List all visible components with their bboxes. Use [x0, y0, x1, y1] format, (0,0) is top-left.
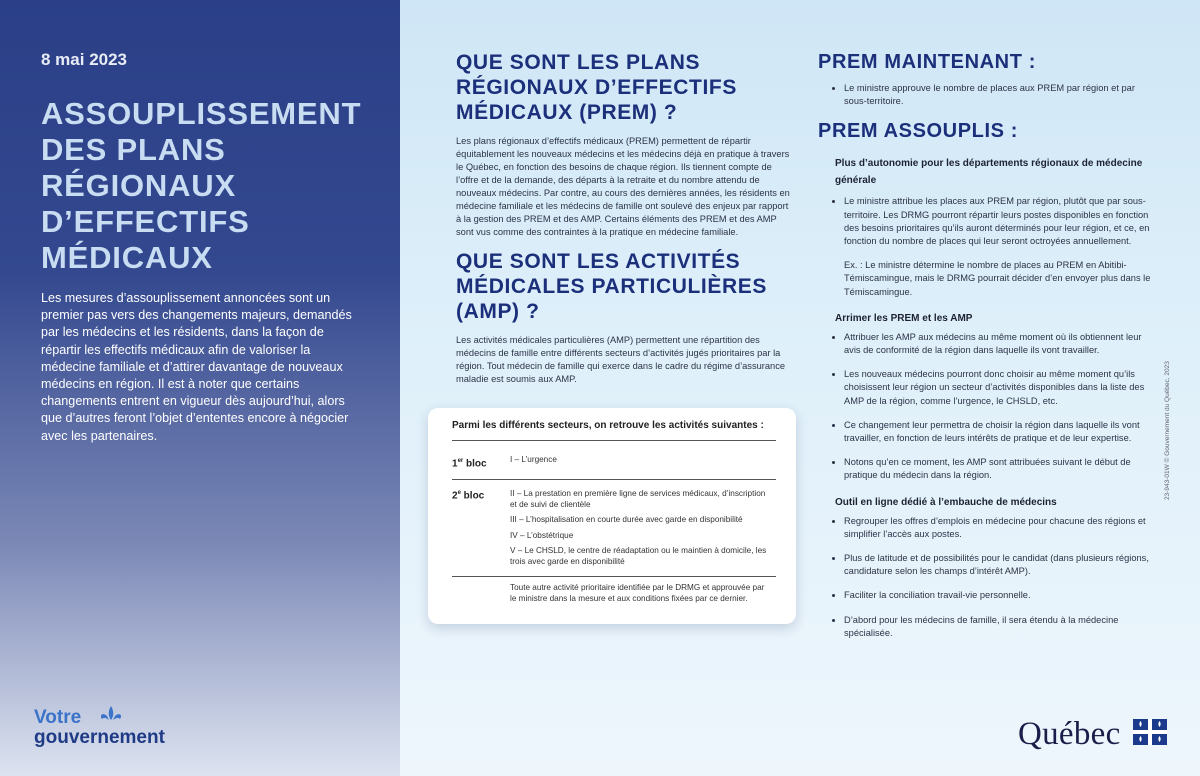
logo-line2: gouvernement	[34, 727, 165, 748]
list-item: • Attribuer les AMP aux médecins au même moment où ils obtiennent leur avis de conformité de la région dans laquelle ils vont travailler.	[844, 331, 1158, 357]
bloc2-item: III – L’hospitalisation en courte durée avec garde en disponibilité	[510, 515, 743, 524]
publication-date: 8 mai 2023	[41, 50, 128, 69]
quebec-wordmark: Québec	[1018, 716, 1121, 752]
prem-heading: QUE SONT LES PLANS RÉGIONAUX D’EFFECTIFS MÉDICAUX (PREM) ?	[456, 51, 737, 124]
subheading-outil: Outil en ligne dédié à l’embauche de médecins	[835, 496, 1057, 508]
arrimer-list	[818, 331, 1158, 483]
activities-box	[428, 408, 796, 624]
logo-line1: Votre	[34, 707, 82, 728]
example-text: Ex. : Le ministre détermine le nombre de places au PREM en Abitibi-Témiscamingue, mais le DRMG pourrait décider d’en envoyer plus dans le Témiscamingue.	[844, 260, 1151, 297]
middle-column	[456, 50, 794, 386]
bloc2-label: 2e bloc	[452, 490, 485, 502]
amp-heading: QUE SONT LES ACTIVITÉS MÉDICALES PARTICULIÈRES (AMP) ?	[456, 250, 767, 323]
main-title: ASSOUPLISSEMENT DES PLANS RÉGIONAUX D’EFFECTIFS MÉDICAUX	[41, 96, 362, 275]
copyright-notice: 23-943-01W © Gouvernement du Québec, 2023	[1164, 361, 1171, 500]
outil-list	[818, 515, 1158, 640]
prem-now-heading: PREM MAINTENANT :	[818, 51, 1036, 73]
divider	[452, 576, 776, 577]
list-item: • Regrouper les offres d’emplois en médecine pour chacune des régions et simplifier l’accès aux postes.	[844, 515, 1158, 541]
bloc1-item: I – L’urgence	[510, 455, 557, 464]
activities-box-title: Parmi les différents secteurs, on retrouve les activités suivantes :	[452, 420, 764, 431]
left-panel	[0, 0, 400, 776]
subheading-autonomy: Plus d’autonomie pour les départements régionaux de médecine générale	[835, 158, 1143, 187]
intro-paragraph: Les mesures d’assouplissement annoncées sont un premier pas vers des changements majeurs, demandés par les médecins et les résidents, dans la façon de répartir les effectifs médicaux afin de valoriser la médecine familiale et d’attirer davantage de nouveaux médecins en région. Il est à noter que certains changements entrent en vigueur dès aujourd’hui, alors que d’autres feront l’objet d’ententes encore à négocier avec les partenaires.	[41, 291, 352, 443]
bloc1-label: 1er bloc	[452, 458, 487, 470]
prem-flex-heading: PREM ASSOUPLIS :	[818, 120, 1018, 143]
autonomy-list	[818, 195, 1158, 248]
prem-paragraph: Les plans régionaux d’effectifs médicaux (PREM) permettent de répartir équitablement les nouveaux médecins et les médecins déjà en pratique à travers le Québec, en fonction des besoins de chaque région. Ils tiennent compte de l’offre et de la demande, des départs à la retraite et du nombre attendu de nouveaux médecins. Par contre, au cours des dernières années, les résidents en médecine familiale et les médecins de famille ont soulevé des enjeux par rapport à la gestion des PREM et des AMP. Certains éléments des PREM et des AMP sont vus comme des contraintes à la pratique en médecine familiale.	[456, 136, 790, 237]
list-item: • Le ministre approuve le nombre de places aux PREM par région et par sous-territoire.	[844, 82, 1158, 108]
bloc2-item: II – La prestation en première ligne de services médicaux, d’inscription et de suivi de clientèle	[510, 489, 766, 509]
list-item: • Le ministre attribue les places aux PREM par région, plutôt que par sous-territoire. Les DRMG pourront répartir leurs postes disponibles en fonction des besoins prioritaires qu’ils auront déterminés pour leur région, et ce, en fonction du nombre de places qui leur seront octroyées annuellement.	[844, 195, 1158, 248]
list-item: • Ce changement leur permettra de choisir la région dans laquelle ils vont travailler, en fonction de leurs intérêts de pratique et de leur expertise.	[844, 419, 1158, 445]
votre-gouvernement-logo	[34, 708, 165, 748]
list-item: • Les nouveaux médecins pourront donc choisir au même moment qu’ils choisissent leur région un secteur d’activités disponibles dans la liste des AMP de la région, comme l’urgence, le CHSLD, etc.	[844, 368, 1158, 408]
divider	[452, 479, 776, 480]
subheading-arrimer: Arrimer les PREM et les AMP	[835, 312, 973, 324]
list-item: • Notons qu’en ce moment, les AMP sont attribuées suivant le début de pratique du médecin dans la région.	[844, 456, 1158, 482]
quebec-flag-icon	[1133, 719, 1167, 745]
other-activity: Toute autre activité prioritaire identifiée par le DRMG et approuvée par le ministre dans la mesure et aux conditions fixées par ce dernier.	[510, 583, 765, 603]
bloc2-item: IV – L’obstétrique	[510, 531, 574, 540]
list-item: • Plus de latitude et de possibilités pour le candidat (dans plusieurs régions, candidature selon les champs d’intérêt AMP).	[844, 552, 1158, 578]
divider	[452, 440, 776, 441]
list-item: • D’abord pour les médecins de famille, il sera étendu à la médecine spécialisée.	[844, 614, 1158, 640]
bloc2-item: V – Le CHSLD, le centre de réadaptation ou le maintien à domicile, les trois avec garde en disponibilité	[510, 546, 767, 566]
right-column	[818, 50, 1158, 651]
amp-paragraph: Les activités médicales particulières (AMP) permettent une répartition des médecins de famille entre différents secteurs d’activités jugés prioritaires par la région. Tout médecin de famille qui exerce dans le cadre du régime d’assurance maladie est soumis aux AMP.	[456, 335, 786, 384]
prem-now-list	[818, 82, 1158, 108]
list-item: • Faciliter la conciliation travail-vie personnelle.	[844, 589, 1158, 602]
